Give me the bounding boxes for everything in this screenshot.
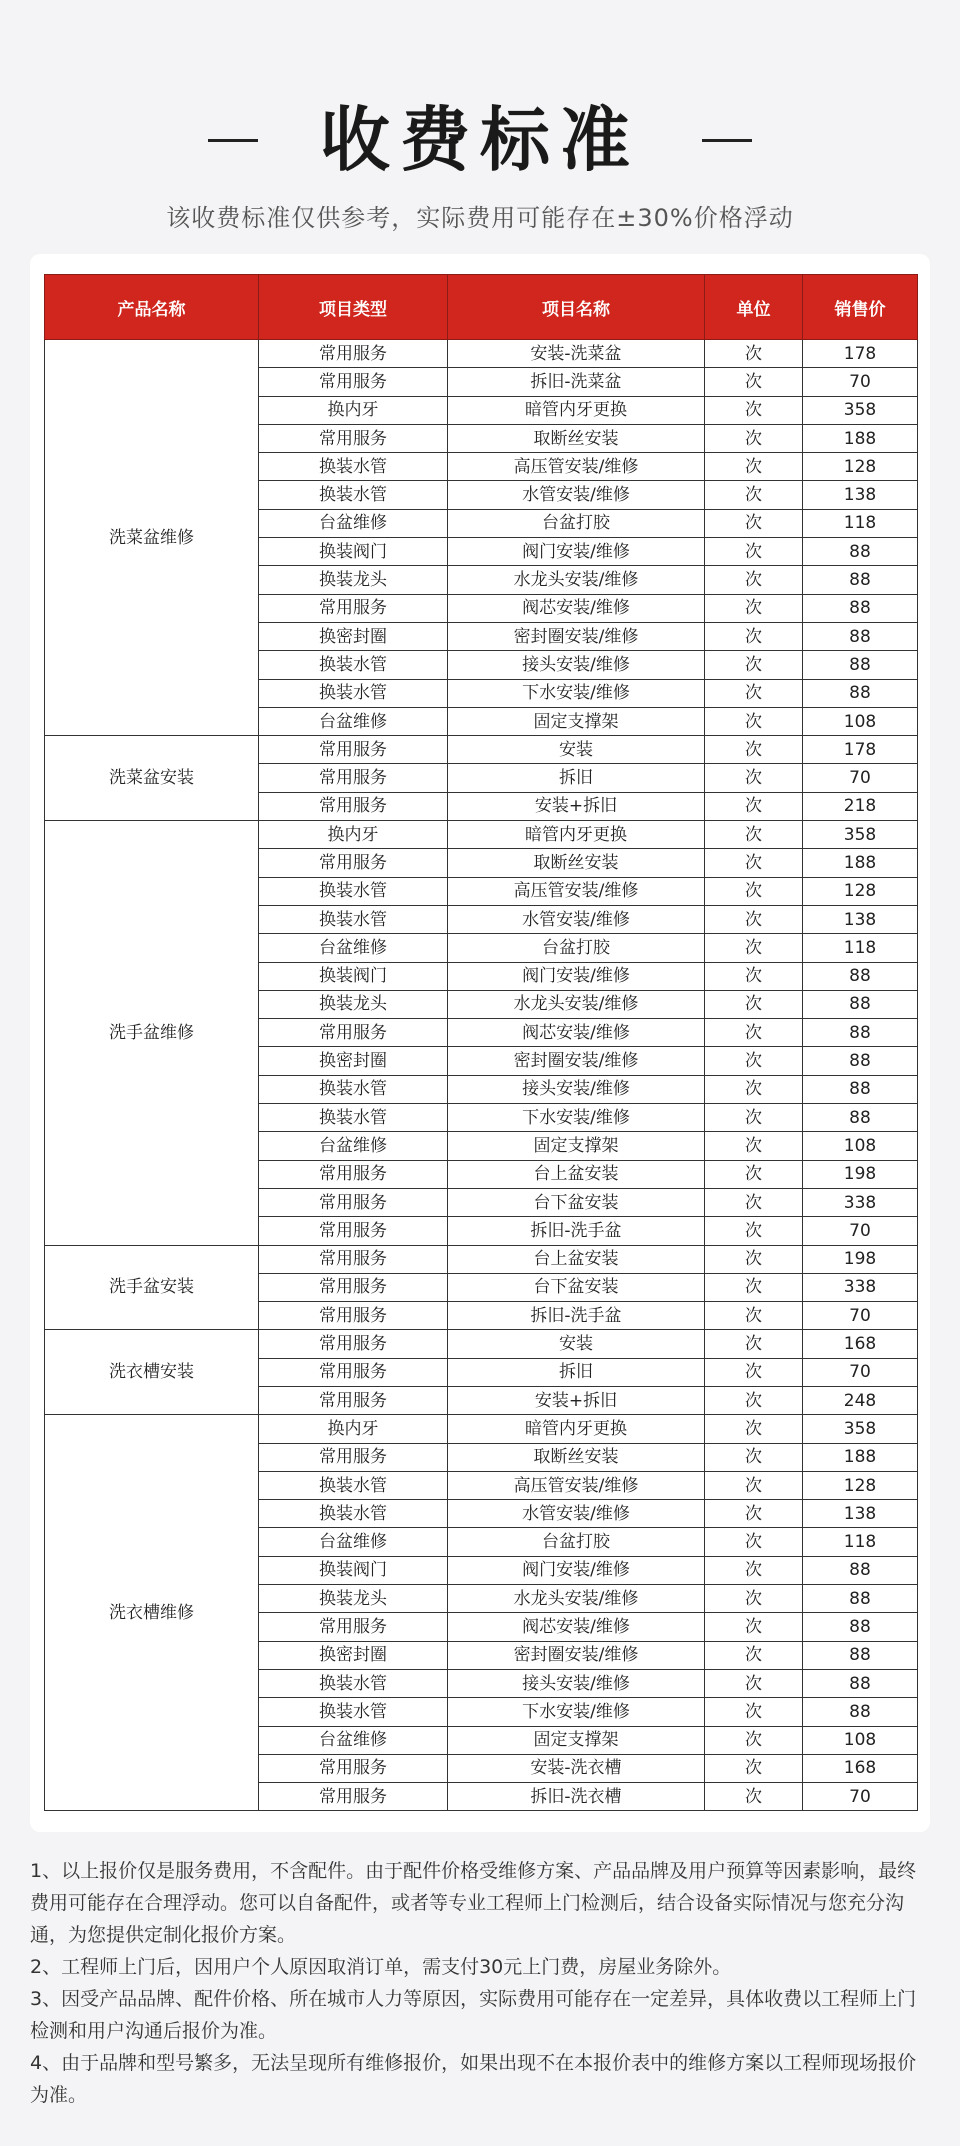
unit-cell: 次 [705,1019,803,1047]
price-cell: 108 [803,707,918,735]
project-name-cell: 拆旧 [448,1358,705,1386]
unit-cell: 次 [705,1585,803,1613]
project-type-cell: 台盆维修 [259,1528,448,1556]
unit-cell: 次 [705,1132,803,1160]
notes-section [30,1855,930,2111]
unit-cell: 次 [705,1726,803,1754]
product-name-cell: 洗衣槽安装 [45,1330,259,1415]
price-cell: 88 [803,594,918,622]
project-name-cell: 安装+拆旧 [448,792,705,820]
project-type-cell: 换装龙头 [259,990,448,1018]
project-name-cell: 下水安装/维修 [448,1698,705,1726]
unit-cell: 次 [705,1358,803,1386]
unit-cell: 次 [705,849,803,877]
unit-cell: 次 [705,707,803,735]
project-name-cell: 台盆打胶 [448,934,705,962]
project-name-cell: 固定支撑架 [448,1726,705,1754]
table-row [45,821,918,849]
project-type-cell: 常用服务 [259,1330,448,1358]
unit-cell: 次 [705,622,803,650]
unit-cell: 次 [705,1641,803,1669]
price-cell: 88 [803,679,918,707]
price-cell: 88 [803,538,918,566]
price-cell: 88 [803,1556,918,1584]
page-title: 收费标准 [320,99,640,181]
project-name-cell: 水管安装/维修 [448,481,705,509]
project-type-cell: 换装水管 [259,1104,448,1132]
unit-cell: 次 [705,1471,803,1499]
project-name-cell: 安装+拆旧 [448,1386,705,1414]
unit-cell: 次 [705,1245,803,1273]
unit-cell: 次 [705,1160,803,1188]
price-cell: 198 [803,1245,918,1273]
project-type-cell: 台盆维修 [259,509,448,537]
project-type-cell: 常用服务 [259,1783,448,1811]
table-row [45,1415,918,1443]
title-dash-right [702,139,752,142]
project-name-cell: 密封圈安装/维修 [448,1641,705,1669]
project-type-cell: 常用服务 [259,1613,448,1641]
project-type-cell: 换装水管 [259,1500,448,1528]
project-type-cell: 换装水管 [259,905,448,933]
project-type-cell: 常用服务 [259,1302,448,1330]
product-name-cell: 洗手盆维修 [45,821,259,1245]
project-name-cell: 拆旧-洗手盆 [448,1217,705,1245]
price-cell: 338 [803,1273,918,1301]
product-name-cell: 洗菜盆维修 [45,340,259,736]
project-name-cell: 高压管安装/维修 [448,1471,705,1499]
price-cell: 358 [803,1415,918,1443]
unit-cell: 次 [705,453,803,481]
price-cell: 70 [803,764,918,792]
project-name-cell: 高压管安装/维修 [448,453,705,481]
project-name-cell: 安装 [448,736,705,764]
price-cell: 88 [803,1641,918,1669]
project-name-cell: 拆旧-洗衣槽 [448,1783,705,1811]
unit-cell: 次 [705,651,803,679]
project-name-cell: 取断丝安装 [448,849,705,877]
project-name-cell: 阀门安装/维修 [448,962,705,990]
project-name-cell: 阀芯安装/维修 [448,594,705,622]
project-name-cell: 台下盆安装 [448,1273,705,1301]
price-cell: 108 [803,1132,918,1160]
project-type-cell: 换装水管 [259,1075,448,1103]
unit-cell: 次 [705,821,803,849]
project-name-cell: 台盆打胶 [448,1528,705,1556]
project-name-cell: 水管安装/维修 [448,905,705,933]
project-type-cell: 常用服务 [259,849,448,877]
unit-cell: 次 [705,1754,803,1782]
title-bar [0,95,960,185]
project-name-cell: 水龙头安装/维修 [448,990,705,1018]
price-cell: 88 [803,990,918,1018]
unit-cell: 次 [705,396,803,424]
project-type-cell: 常用服务 [259,1386,448,1414]
project-type-cell: 换内牙 [259,821,448,849]
unit-cell: 次 [705,594,803,622]
table-row [45,736,918,764]
price-cell: 118 [803,509,918,537]
project-name-cell: 阀芯安装/维修 [448,1613,705,1641]
unit-cell: 次 [705,1330,803,1358]
project-type-cell: 换装水管 [259,481,448,509]
price-cell: 188 [803,849,918,877]
project-name-cell: 阀芯安装/维修 [448,1019,705,1047]
unit-cell: 次 [705,1415,803,1443]
project-type-cell: 换装龙头 [259,1585,448,1613]
note-item: 1、以上报价仅是服务费用，不含配件。由于配件价格受维修方案、产品品牌及用户预算等因素影响，最终费用可能存在合理浮动。您可以自备配件，或者等专业工程师上门检测后，结合设备实际情况与您充分沟通，为您提供定制化报价方案。 [30,1860,917,1946]
col-header-price: 销售价 [803,275,918,340]
unit-cell: 次 [705,538,803,566]
unit-cell: 次 [705,1556,803,1584]
unit-cell: 次 [705,877,803,905]
price-cell: 168 [803,1754,918,1782]
price-cell: 248 [803,1386,918,1414]
project-type-cell: 常用服务 [259,792,448,820]
project-type-cell: 换装水管 [259,1669,448,1697]
project-name-cell: 密封圈安装/维修 [448,1047,705,1075]
unit-cell: 次 [705,934,803,962]
project-name-cell: 水龙头安装/维修 [448,566,705,594]
project-name-cell: 高压管安装/维修 [448,877,705,905]
price-cell: 188 [803,1443,918,1471]
price-cell: 88 [803,566,918,594]
project-type-cell: 换装阀门 [259,962,448,990]
unit-cell: 次 [705,1188,803,1216]
page-subtitle: 该收费标准仅供参考，实际费用可能存在±30%价格浮动 [166,204,794,232]
project-type-cell: 常用服务 [259,1245,448,1273]
project-name-cell: 安装-洗菜盆 [448,340,705,368]
project-type-cell: 台盆维修 [259,1726,448,1754]
unit-cell: 次 [705,990,803,1018]
price-cell: 88 [803,1019,918,1047]
project-type-cell: 常用服务 [259,1019,448,1047]
col-header-product: 产品名称 [45,275,259,340]
price-cell: 70 [803,1783,918,1811]
project-name-cell: 暗管内牙更换 [448,1415,705,1443]
project-type-cell: 台盆维修 [259,707,448,735]
project-type-cell: 换装龙头 [259,566,448,594]
price-cell: 198 [803,1160,918,1188]
project-name-cell: 台上盆安装 [448,1245,705,1273]
price-cell: 128 [803,453,918,481]
project-name-cell: 阀门安装/维修 [448,1556,705,1584]
project-name-cell: 固定支撑架 [448,1132,705,1160]
unit-cell: 次 [705,1302,803,1330]
project-type-cell: 常用服务 [259,1273,448,1301]
price-cell: 88 [803,1613,918,1641]
project-name-cell: 台上盆安装 [448,1160,705,1188]
price-cell: 88 [803,1698,918,1726]
price-cell: 128 [803,877,918,905]
project-type-cell: 台盆维修 [259,1132,448,1160]
product-name-cell: 洗手盆安装 [45,1245,259,1330]
price-cell: 118 [803,934,918,962]
unit-cell: 次 [705,1783,803,1811]
product-name-cell: 洗衣槽维修 [45,1415,259,1811]
project-name-cell: 下水安装/维修 [448,679,705,707]
price-cell: 178 [803,736,918,764]
project-type-cell: 换密封圈 [259,1641,448,1669]
project-name-cell: 安装-洗衣槽 [448,1754,705,1782]
price-cell: 138 [803,905,918,933]
price-cell: 138 [803,1500,918,1528]
project-name-cell: 阀门安装/维修 [448,538,705,566]
project-type-cell: 台盆维修 [259,934,448,962]
price-table [44,274,918,1811]
price-cell: 338 [803,1188,918,1216]
project-type-cell: 换装水管 [259,679,448,707]
project-type-cell: 换装水管 [259,1698,448,1726]
project-name-cell: 水管安装/维修 [448,1500,705,1528]
project-name-cell: 水龙头安装/维修 [448,1585,705,1613]
project-type-cell: 常用服务 [259,1188,448,1216]
project-name-cell: 拆旧 [448,764,705,792]
product-name-cell: 洗菜盆安装 [45,736,259,821]
unit-cell: 次 [705,424,803,452]
price-cell: 88 [803,1047,918,1075]
project-name-cell: 下水安装/维修 [448,1104,705,1132]
unit-cell: 次 [705,679,803,707]
table-header-row [45,275,918,340]
price-cell: 88 [803,1104,918,1132]
table-body [45,340,918,1811]
price-cell: 88 [803,1075,918,1103]
project-type-cell: 常用服务 [259,1160,448,1188]
project-type-cell: 换装阀门 [259,1556,448,1584]
table-row [45,1245,918,1273]
project-type-cell: 换内牙 [259,396,448,424]
project-name-cell: 取断丝安装 [448,1443,705,1471]
table-row [45,1330,918,1358]
unit-cell: 次 [705,1217,803,1245]
price-cell: 118 [803,1528,918,1556]
price-cell: 88 [803,1585,918,1613]
price-cell: 128 [803,1471,918,1499]
project-type-cell: 常用服务 [259,1754,448,1782]
price-cell: 358 [803,396,918,424]
unit-cell: 次 [705,764,803,792]
unit-cell: 次 [705,1104,803,1132]
project-type-cell: 换内牙 [259,1415,448,1443]
unit-cell: 次 [705,566,803,594]
project-type-cell: 常用服务 [259,736,448,764]
project-name-cell: 接头安装/维修 [448,1669,705,1697]
unit-cell: 次 [705,1273,803,1301]
project-name-cell: 拆旧-洗手盆 [448,1302,705,1330]
unit-cell: 次 [705,1669,803,1697]
project-name-cell: 暗管内牙更换 [448,396,705,424]
project-type-cell: 换装阀门 [259,538,448,566]
price-cell: 138 [803,481,918,509]
project-type-cell: 换装水管 [259,1471,448,1499]
price-cell: 178 [803,340,918,368]
project-type-cell: 常用服务 [259,1217,448,1245]
col-header-item: 项目名称 [448,275,705,340]
unit-cell: 次 [705,1075,803,1103]
unit-cell: 次 [705,1386,803,1414]
price-cell: 88 [803,622,918,650]
note-item: 4、由于品牌和型号繁多，无法呈现所有维修报价，如果出现不在本报价表中的维修方案以工程师现场报价为准。 [30,2052,917,2106]
unit-cell: 次 [705,736,803,764]
project-name-cell: 固定支撑架 [448,707,705,735]
unit-cell: 次 [705,481,803,509]
table-row [45,340,918,368]
project-type-cell: 常用服务 [259,594,448,622]
price-cell: 88 [803,1669,918,1697]
price-cell: 70 [803,1217,918,1245]
project-type-cell: 常用服务 [259,764,448,792]
project-name-cell: 暗管内牙更换 [448,821,705,849]
project-type-cell: 常用服务 [259,424,448,452]
price-cell: 70 [803,368,918,396]
col-header-type: 项目类型 [259,275,448,340]
project-name-cell: 密封圈安装/维修 [448,622,705,650]
unit-cell: 次 [705,905,803,933]
price-cell: 88 [803,651,918,679]
project-type-cell: 换装水管 [259,877,448,905]
unit-cell: 次 [705,1047,803,1075]
project-name-cell: 接头安装/维修 [448,1075,705,1103]
project-name-cell: 台下盆安装 [448,1188,705,1216]
project-type-cell: 换密封圈 [259,622,448,650]
project-type-cell: 常用服务 [259,368,448,396]
project-type-cell: 换装水管 [259,651,448,679]
price-cell: 88 [803,962,918,990]
price-cell: 358 [803,821,918,849]
project-type-cell: 常用服务 [259,1358,448,1386]
price-cell: 218 [803,792,918,820]
project-name-cell: 安装 [448,1330,705,1358]
note-item: 3、因受产品品牌、配件价格、所在城市人力等原因，实际费用可能存在一定差异，具体收费以工程师上门检测和用户沟通后报价为准。 [30,1988,917,2042]
project-name-cell: 拆旧-洗菜盆 [448,368,705,396]
project-name-cell: 接头安装/维修 [448,651,705,679]
project-type-cell: 换装水管 [259,453,448,481]
unit-cell: 次 [705,1613,803,1641]
price-cell: 168 [803,1330,918,1358]
unit-cell: 次 [705,1528,803,1556]
note-item: 2、工程师上门后，因用户个人原因取消订单，需支付30元上门费，房屋业务除外。 [30,1956,732,1978]
project-type-cell: 换密封圈 [259,1047,448,1075]
unit-cell: 次 [705,509,803,537]
unit-cell: 次 [705,1500,803,1528]
unit-cell: 次 [705,792,803,820]
unit-cell: 次 [705,340,803,368]
project-name-cell: 取断丝安装 [448,424,705,452]
unit-cell: 次 [705,1443,803,1471]
project-type-cell: 常用服务 [259,1443,448,1471]
unit-cell: 次 [705,368,803,396]
price-cell: 70 [803,1358,918,1386]
project-type-cell: 常用服务 [259,340,448,368]
price-cell: 188 [803,424,918,452]
col-header-unit: 单位 [705,275,803,340]
title-dash-left [208,139,258,142]
price-cell: 70 [803,1302,918,1330]
unit-cell: 次 [705,1698,803,1726]
project-name-cell: 台盆打胶 [448,509,705,537]
unit-cell: 次 [705,962,803,990]
price-cell: 108 [803,1726,918,1754]
